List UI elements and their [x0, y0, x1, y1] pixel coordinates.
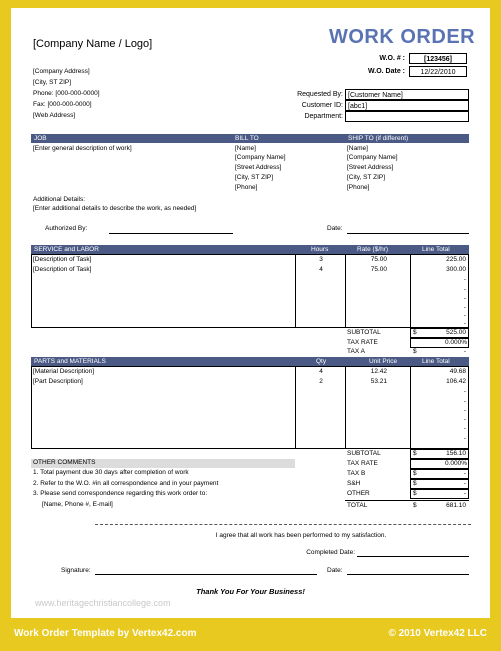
job-header-bar [31, 134, 469, 143]
parts-total: 49.68 [449, 368, 466, 375]
service-empty-total: - [463, 286, 466, 293]
service-divider [295, 254, 296, 328]
service-taxa-label: TAX A [347, 348, 365, 355]
wo-date-field[interactable] [409, 66, 467, 77]
bill-to-line: [Name] [235, 145, 256, 152]
service-rate: 75.00 [370, 256, 387, 263]
wo-number-value: [123456] [423, 56, 453, 63]
requested-by-value: [Customer Name] [348, 92, 403, 99]
wo-date-value: 12/22/2010 [420, 69, 456, 76]
parts-sh-currency: $ [413, 480, 417, 487]
parts-header-bar [31, 357, 469, 366]
watermark-text: www.heritagechristiancollege.com [35, 598, 171, 608]
service-taxa-value: - [463, 348, 466, 355]
ship-to-line: [Company Name] [347, 154, 398, 161]
department-field[interactable] [345, 111, 469, 122]
parts-sh-label: S&H [347, 480, 361, 487]
parts-empty-total: - [463, 425, 466, 432]
service-subtotal-value: 525.00 [446, 329, 466, 336]
parts-sh-value: - [463, 480, 466, 487]
comments-title: OTHER COMMENTS [33, 459, 96, 466]
comment-line: 3. Please send correspondence regarding this work order to: [33, 490, 208, 497]
company-fax: Fax: [000-000-0000] [33, 101, 92, 108]
wo-date-label: W.O. Date : [368, 68, 405, 75]
parts-subtotal-value: 156.10 [446, 450, 466, 457]
service-table [31, 254, 469, 328]
parts-desc: [Material Description] [33, 368, 95, 375]
signature-label: Signature: [61, 567, 91, 574]
dashed-divider [95, 524, 471, 525]
thank-you-text: Thank You For Your Business! [196, 587, 305, 596]
signature-line[interactable] [95, 574, 317, 575]
service-total: 300.00 [446, 266, 466, 273]
parts-empty-total: - [463, 388, 466, 395]
ship-to-heading: SHIP TO (if different) [348, 135, 409, 142]
ship-to-line: [Name] [347, 145, 368, 152]
service-subtotal-label: SUBTOTAL [347, 329, 381, 336]
signoff-date-label: Date: [327, 567, 343, 574]
grand-total-label: TOTAL [347, 502, 368, 509]
bill-to-heading: BILL TO [235, 135, 259, 142]
bill-to-line: [Company Name] [235, 154, 286, 161]
service-col-hours: Hours [311, 246, 329, 253]
service-rate: 75.00 [370, 266, 387, 273]
service-taxrate-label: TAX RATE [347, 339, 378, 346]
grand-total-currency: $ [413, 502, 417, 509]
requested-by-field[interactable] [345, 89, 469, 100]
service-taxrate-value: 0.000% [444, 339, 467, 346]
ship-to-line: [Phone] [347, 184, 370, 191]
parts-empty-total: - [463, 416, 466, 423]
customer-id-value: [abc1] [348, 103, 368, 110]
parts-price: 12.42 [370, 368, 387, 375]
additional-details-value[interactable]: [Enter additional details to describe the work, as needed] [33, 205, 197, 212]
completed-date-label: Completed Date: [306, 549, 355, 556]
ship-to-line: [Street Address] [347, 164, 394, 171]
company-address: [Company Address] [33, 68, 90, 75]
service-subtotal-currency: $ [413, 329, 417, 336]
signoff-date-line[interactable] [347, 574, 469, 575]
authorized-date-label: Date: [327, 225, 343, 232]
customer-id-field[interactable] [345, 100, 469, 111]
comment-line: [Name, Phone #, E-mail] [33, 501, 113, 508]
comments-header [31, 459, 295, 468]
parts-empty-total: - [463, 435, 466, 442]
service-total: 225.00 [446, 256, 466, 263]
work-order-sheet [11, 8, 490, 618]
parts-subtotal-currency: $ [413, 450, 417, 457]
requested-by-label: Requested By: [297, 91, 343, 98]
job-description[interactable]: [Enter general description of work] [33, 145, 132, 152]
parts-qty: 2 [319, 378, 323, 385]
grand-total-value: 681.10 [446, 502, 466, 509]
department-label: Department: [304, 113, 343, 120]
footer-template-credit[interactable]: Work Order Template by Vertex42.com [14, 628, 197, 639]
completed-date-line[interactable] [357, 556, 469, 557]
service-taxa-currency: $ [413, 348, 417, 355]
wo-number-label: W.O. # : [379, 55, 405, 62]
service-empty-total: - [463, 276, 466, 283]
service-empty-total: - [463, 304, 466, 311]
service-empty-total: - [463, 295, 466, 302]
parts-total: 106.42 [446, 378, 466, 385]
parts-other-value: - [463, 490, 466, 497]
bill-to-line: [City, ST ZIP] [235, 174, 274, 181]
additional-details-label: Additional Details: [33, 196, 86, 203]
company-phone: Phone: [000-000-0000] [33, 90, 100, 97]
comment-line: 1. Total payment due 30 days after completion of work [33, 469, 189, 476]
parts-taxb-currency: $ [413, 470, 417, 477]
parts-subtotal-label: SUBTOTAL [347, 450, 381, 457]
parts-col-price: Unit Price [369, 358, 398, 365]
company-logo-placeholder: [Company Name / Logo] [33, 38, 153, 50]
job-heading: JOB [34, 135, 47, 142]
service-divider [345, 254, 346, 328]
service-desc: [Description of Task] [33, 266, 92, 273]
agreement-text: I agree that all work has been performed to my satisfaction. [215, 532, 387, 539]
service-col-desc: SERVICE and LABOR [34, 246, 99, 253]
parts-empty-total: - [463, 398, 466, 405]
bill-to-line: [Street Address] [235, 164, 282, 171]
service-hours: 4 [319, 266, 323, 273]
page-title: WORK ORDER [329, 26, 476, 48]
service-col-total: Line Total [422, 246, 450, 253]
parts-col-desc: PARTS and MATERIALS [34, 358, 106, 365]
parts-col-total: Line Total [422, 358, 450, 365]
parts-price: 53.21 [370, 378, 387, 385]
service-header-bar [31, 245, 469, 254]
parts-taxb-label: TAX B [347, 470, 366, 477]
parts-divider [410, 366, 411, 449]
parts-taxrate-label: TAX RATE [347, 460, 378, 467]
authorized-by-line[interactable] [109, 233, 233, 234]
bill-to-line: [Phone] [235, 184, 258, 191]
service-divider [410, 254, 411, 328]
parts-col-qty: Qty [316, 358, 327, 365]
service-hours: 3 [319, 256, 323, 263]
ship-to-line: [City, ST ZIP] [347, 174, 386, 181]
authorized-by-label: Authorized By: [45, 225, 88, 232]
parts-empty-total: - [463, 407, 466, 414]
company-web: [Web Address] [33, 112, 76, 119]
service-desc: [Description of Task] [33, 256, 92, 263]
parts-qty: 4 [319, 368, 323, 375]
parts-other-label: OTHER [347, 490, 370, 497]
service-col-rate: Rate ($/hr) [357, 246, 389, 253]
customer-id-label: Customer ID: [301, 102, 343, 109]
company-city: [City, ST ZIP] [33, 79, 72, 86]
parts-taxrate-value: 0.000% [444, 460, 467, 467]
parts-desc: [Part Description] [33, 378, 83, 385]
parts-divider [345, 366, 346, 449]
footer-copyright: © 2010 Vertex42 LLC [388, 628, 487, 639]
parts-table [31, 366, 469, 449]
parts-taxb-value: - [463, 470, 466, 477]
total-divider [345, 500, 469, 501]
authorized-date-line[interactable] [347, 233, 469, 234]
parts-divider [295, 366, 296, 449]
service-empty-total: - [463, 320, 466, 327]
wo-number-field[interactable] [409, 53, 467, 64]
service-empty-total: - [463, 312, 466, 319]
comment-line: 2. Refer to the W.O. #in all correspondence and in your payment [33, 480, 219, 487]
parts-other-currency: $ [413, 490, 417, 497]
